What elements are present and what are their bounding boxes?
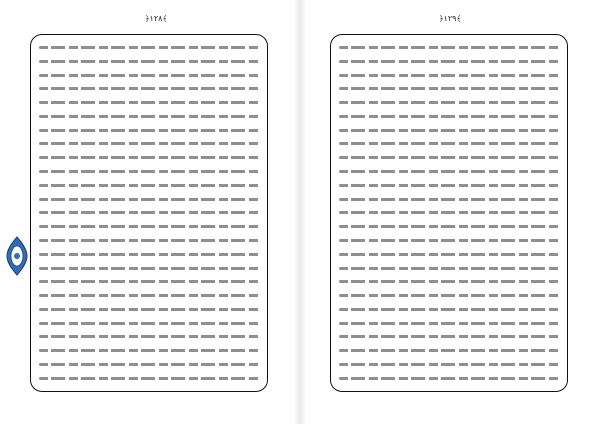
text-line <box>337 96 561 109</box>
text-line-ink <box>39 267 259 270</box>
text-frame-right <box>330 34 568 392</box>
text-line-ink <box>339 156 559 159</box>
text-line-ink <box>39 156 259 159</box>
text-line <box>337 137 561 150</box>
text-line-ink <box>39 377 259 380</box>
text-line <box>37 262 261 275</box>
text-line-ink <box>39 253 259 256</box>
text-line <box>337 151 561 164</box>
text-line <box>37 193 261 206</box>
text-line-ink <box>339 308 559 311</box>
text-line-ink <box>339 198 559 201</box>
text-line-ink <box>339 349 559 352</box>
page-header-right <box>334 14 566 28</box>
text-line-ink <box>339 225 559 228</box>
text-line <box>37 358 261 371</box>
text-line <box>37 344 261 357</box>
text-line <box>37 234 261 247</box>
text-line <box>37 41 261 54</box>
text-line <box>37 124 261 137</box>
text-line-ink <box>339 101 559 104</box>
text-line-ink <box>39 198 259 201</box>
text-line-ink <box>339 280 559 283</box>
text-line-ink <box>339 322 559 325</box>
text-line-ink <box>339 363 559 366</box>
text-line <box>337 317 561 330</box>
text-line-ink <box>339 129 559 132</box>
text-line <box>337 41 561 54</box>
text-line <box>337 124 561 137</box>
text-line <box>37 330 261 343</box>
text-line-ink <box>339 294 559 297</box>
text-line-ink <box>39 101 259 104</box>
text-line-ink <box>339 115 559 118</box>
page-number: ﴿١٢٨﴾ <box>144 14 168 23</box>
text-line-ink <box>339 335 559 338</box>
text-line-ink <box>339 60 559 63</box>
text-line <box>37 372 261 385</box>
text-line <box>37 248 261 261</box>
text-line <box>337 344 561 357</box>
text-line <box>337 55 561 68</box>
text-line-ink <box>39 349 259 352</box>
text-line-ink <box>39 60 259 63</box>
text-line-ink <box>339 239 559 242</box>
text-line-ink <box>339 142 559 145</box>
text-line-ink <box>39 335 259 338</box>
text-line-ink <box>39 170 259 173</box>
text-line <box>37 151 261 164</box>
page-header-left <box>40 14 272 28</box>
text-line <box>337 110 561 123</box>
text-line <box>337 234 561 247</box>
text-line <box>337 179 561 192</box>
text-line-ink <box>39 74 259 77</box>
text-line <box>37 165 261 178</box>
text-line <box>337 165 561 178</box>
text-line <box>37 275 261 288</box>
text-line <box>337 206 561 219</box>
text-line <box>337 275 561 288</box>
text-line-ink <box>339 267 559 270</box>
page-right <box>300 0 600 424</box>
text-line-ink <box>39 225 259 228</box>
text-line <box>37 303 261 316</box>
text-line-ink <box>339 184 559 187</box>
text-line-ink <box>39 294 259 297</box>
text-line-ink <box>39 87 259 90</box>
text-line <box>37 96 261 109</box>
text-line <box>37 55 261 68</box>
text-line <box>337 69 561 82</box>
text-line-ink <box>339 211 559 214</box>
text-line-ink <box>339 87 559 90</box>
text-line <box>337 262 561 275</box>
text-line-ink <box>39 46 259 49</box>
text-line-ink <box>339 170 559 173</box>
text-line <box>37 69 261 82</box>
text-line <box>37 317 261 330</box>
text-line <box>337 303 561 316</box>
text-line <box>337 289 561 302</box>
text-line-ink <box>39 184 259 187</box>
text-line-ink <box>39 211 259 214</box>
text-line-ink <box>339 74 559 77</box>
text-line-ink <box>39 280 259 283</box>
text-line-ink <box>339 46 559 49</box>
text-line-ink <box>339 377 559 380</box>
text-line <box>337 220 561 233</box>
text-line <box>37 137 261 150</box>
page-number: ﴿١٢٩﴾ <box>438 14 462 23</box>
text-line <box>37 110 261 123</box>
text-line-ink <box>39 129 259 132</box>
text-line <box>37 179 261 192</box>
text-line <box>337 372 561 385</box>
text-line-ink <box>39 239 259 242</box>
text-line <box>337 82 561 95</box>
text-line-ink <box>39 363 259 366</box>
text-line <box>337 330 561 343</box>
text-line-ink <box>39 142 259 145</box>
text-line <box>37 220 261 233</box>
text-line <box>337 193 561 206</box>
text-line-ink <box>39 115 259 118</box>
text-line <box>337 248 561 261</box>
text-line <box>37 206 261 219</box>
hizb-medallion-icon <box>6 236 28 276</box>
text-line-ink <box>39 308 259 311</box>
text-line <box>337 358 561 371</box>
text-line-ink <box>39 322 259 325</box>
text-lines-left <box>37 41 261 385</box>
text-frame-left <box>30 34 268 392</box>
text-lines-right <box>337 41 561 385</box>
text-line <box>37 289 261 302</box>
text-line-ink <box>339 253 559 256</box>
text-line <box>37 82 261 95</box>
